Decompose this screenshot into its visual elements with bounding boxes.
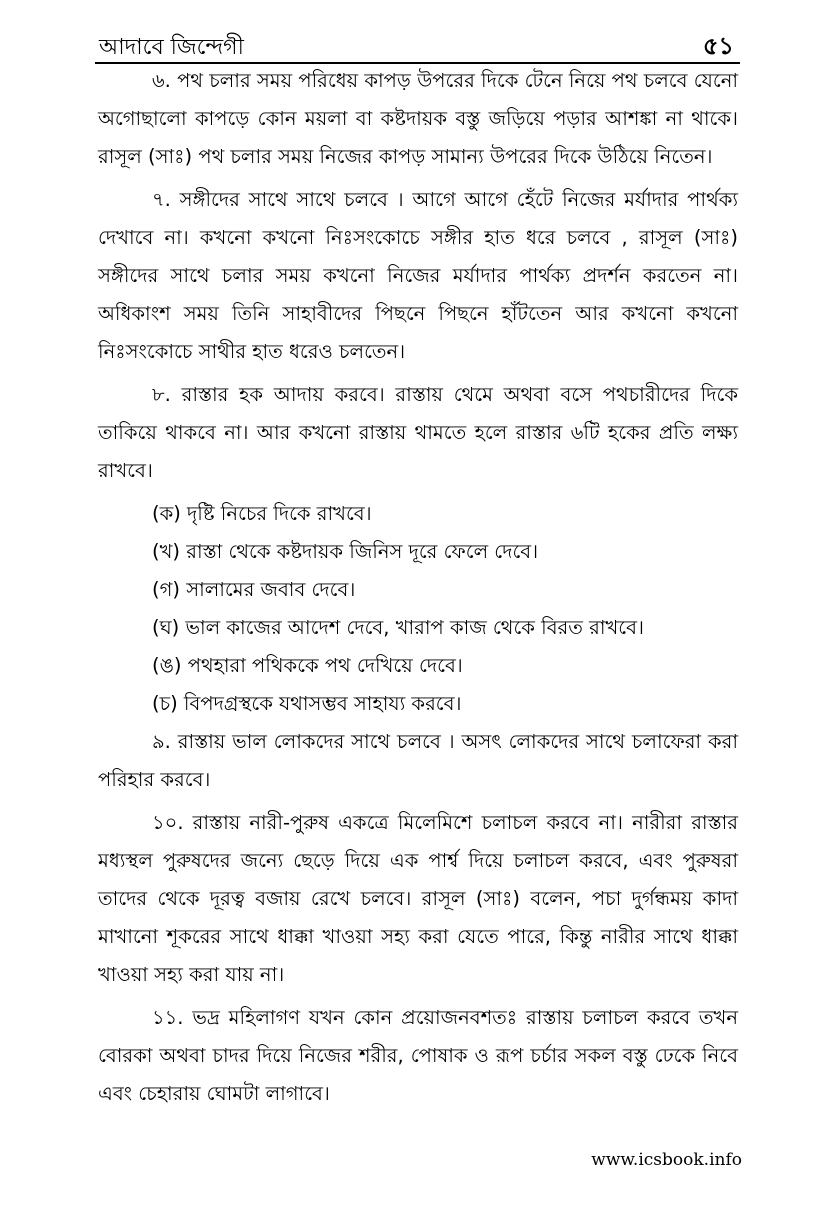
paragraph-9: ৯. রাস্তায় ভাল লোকদের সাথে চলবে । অসৎ লোকদের সাথে চলাফেরা করা পরিহার করবে। [98, 730, 738, 791]
page-body [98, 62, 738, 1118]
paragraph-6: ৬. পথ চলার সময় পরিধেয় কাপড় উপরের দিকে টেনে নিয়ে পথ চলবে যেনো অগোছালো কাপড়ে কোন ময়লা বা কষ্টদায়ক বস্তু জড়িয়ে পড়ার আশঙ্কা না থাকে। রাসূল (সাঃ) পথ চলার সময় নিজের কাপড় সামান্য উপরের দিকে উঠিয়ে নিতেন। [98, 69, 738, 168]
page-number: ৫১ [702, 32, 734, 60]
sub-item-cha: (চ) বিপদগ্রস্থকে যথাসম্ভব সাহায্য করবে। [152, 692, 462, 715]
sub-item-gha: (ঘ) ভাল কাজের আদেশ দেবে, খারাপ কাজ থেকে বিরত রাখবে। [152, 616, 644, 639]
book-title: আদাবে জিন্দেগী [99, 35, 244, 60]
paragraph-11: ১১. ভদ্র মহিলাগণ যখন কোন প্রয়োজনবশতঃ রাস্তায় চলাচল করবে তখন বোরকা অথবা চাদর দিয়ে নিজের শরীর, পোষাক ও রূপ চর্চার সকল বস্তু ঢেকে নিবে এবং চেহারায় ঘোমটা লাগাবে। [98, 1006, 738, 1105]
sub-item-kha: (খ) রাস্তা থেকে কষ্টদায়ক জিনিস দূরে ফেলে দেবে। [152, 540, 539, 563]
sub-item-uma: (ঙ) পথহারা পথিককে পথ দেখিয়ে দেবে। [152, 654, 463, 677]
paragraph-8: ৮. রাস্তার হক আদায় করবে। রাস্তায় থেমে অথবা বসে পথচারীদের দিকে তাকিয়ে থাকবে না। আর কখনো রাস্তায় থামতে হলে রাস্তার ৬টি হকের প্রতি লক্ষ্য রাখবে। [98, 383, 738, 482]
paragraph-7: ৭. সঙ্গীদের সাথে সাথে চলবে । আগে আগে হেঁটে নিজের মর্যাদার পার্থক্য দেখাবে না। কখনো কখনো নিঃসংকোচে সঙ্গীর হাত ধরে চলবে , রাসূল (সাঃ) সঙ্গীদের সাথে চলার সময় কখনো নিজের মর্যাদার পার্থক্য প্রদর্শন করতেন না। অধিকাংশ সময় তিনি সাহাবীদের পিছনে পিছনে হাঁটতেন আর কখনো কখনো নিঃসংকোচে সাথীর হাত ধরেও চলতেন। [98, 188, 738, 363]
website-footer: www.icsbook.info [591, 1150, 742, 1170]
sub-item-ka: (ক) দৃষ্টি নিচের দিকে রাখবে। [152, 502, 372, 525]
page-header [95, 22, 740, 64]
sub-item-ga: (গ) সালামের জবাব দেবে। [152, 578, 356, 601]
paragraph-10: ১০. রাস্তায় নারী-পুরুষ একত্রে মিলেমিশে চলাচল করবে না। নারীরা রাস্তার মধ্যস্থল পুরুষদের জন্যে ছেড়ে দিয়ে এক পার্শ্ব দিয়ে চলাচল করবে, এবং পুরুষরা তাদের থেকে দূরত্ব বজায় রেখে চলবে। রাসূল (সাঃ) বলেন, পচা দুর্গন্ধময় কাদা মাখানো শূকরের সাথে ধাক্কা খাওয়া সহ্য করা যেতে পারে, কিন্তু নারীর সাথে ধাক্কা খাওয়া সহ্য করা যায় না। [98, 811, 738, 986]
